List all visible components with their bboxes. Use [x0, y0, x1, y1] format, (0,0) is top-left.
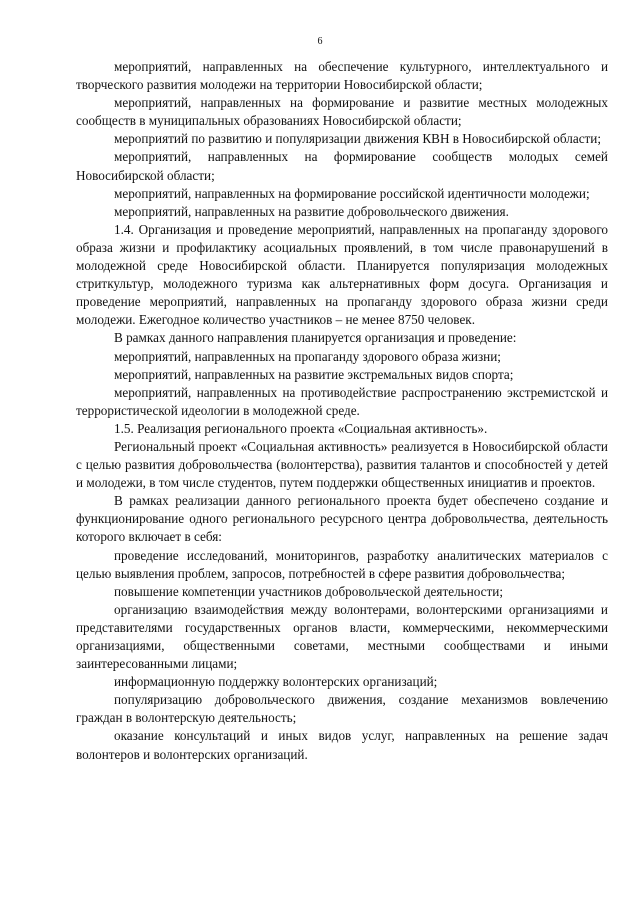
paragraph: организацию взаимодействия между волонтерами, волонтерскими организациями и представителями государственных органов власти, коммерческими, некоммерческими организациями, общественными советами, местными сообществами и иными заинтересованными лицами; — [76, 601, 608, 672]
paragraph: мероприятий, направленных на формирование сообществ молодых семей Новосибирской области; — [76, 149, 608, 183]
paragraph: мероприятий, направленных на формирование российской идентичности молодежи; — [114, 185, 590, 201]
paragraph: проведение исследований, мониторингов, разработку аналитических материалов с целью выявления проблем, запросов, потребностей в сфере развития добровольчества; — [76, 547, 608, 581]
paragraph: повышение компетенции участников добровольческой деятельности; — [114, 583, 504, 599]
paragraph: мероприятий, направленных на развитие добровольческого движения. — [114, 203, 509, 219]
paragraph: мероприятий, направленных на противодействие распространению экстремистской и террористической идеологии в молодежной среде. — [76, 384, 608, 418]
paragraph: информационную поддержку волонтерских организаций; — [114, 674, 438, 690]
paragraph: 1.5. Реализация регионального проекта «Социальная активность». — [114, 420, 488, 436]
paragraph: мероприятий, направленных на обеспечение культурного, интеллектуального и творческого развития молодежи на территории Новосибирской области; — [76, 59, 608, 93]
paragraph: В рамках реализации данного регионального проекта будет обеспечено создание и функционирование одного регионального ресурсного центра добровольчества, деятельность которого включает в себя: — [76, 493, 608, 545]
paragraph: мероприятий, направленных на формирование и развитие местных молодежных сообществ в муниципальных образованиях Новосибирской области; — [76, 95, 608, 129]
paragraph: В рамках данного направления планируется организация и проведение: — [114, 330, 517, 346]
paragraph: 1.4. Организация и проведение мероприятий, направленных на пропаганду здорового образа жизни и профилактику асоциальных проявлений, в том числе правонарушений в молодежной среде Новосибирской области. Планируется популяризация молодежных стриткультур, молодежного туризма как альтернативных форм досуга. Организация и проведение мероприятий, направленных на пропаганду здорового образа жизни среди молодежи. Ежегодное количество участников – не менее 8750 человек. — [76, 221, 608, 328]
paragraph: оказание консультаций и иных видов услуг, направленных на решение задач волонтеров и волонтерских организаций. — [76, 728, 608, 762]
page-number: 6 — [317, 36, 323, 47]
paragraph: мероприятий по развитию и популяризации движения КВН в Новосибирской области; — [114, 131, 602, 147]
paragraph: Региональный проект «Социальная активность» реализуется в Новосибирской области с целью развития добровольчества (волонтерства), развития талантов и способностей у детей и молодежи, в том числе студентов, путем поддержки общественных инициатив и проектов. — [76, 438, 608, 491]
paragraph: мероприятий, направленных на развитие экстремальных видов спорта; — [114, 366, 514, 382]
paragraph: мероприятий, направленных на пропаганду здорового образа жизни; — [114, 348, 501, 364]
document-body — [76, 58, 608, 764]
paragraph: популяризацию добровольческого движения, создание механизмов вовлечению граждан в волонтерскую деятельность; — [76, 692, 608, 726]
